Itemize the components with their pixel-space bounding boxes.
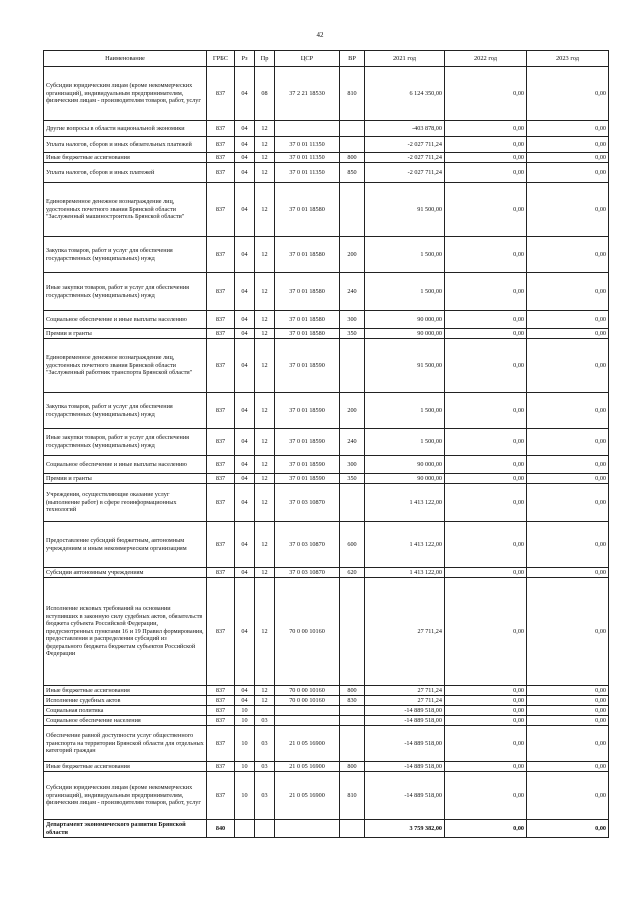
cell-2021: -2 027 711,24	[365, 153, 445, 163]
cell-csr: 37 0 01 18580	[275, 183, 340, 237]
cell-pr: 12	[255, 522, 275, 568]
cell-2022: 0,00	[445, 237, 527, 273]
column-header: Рз	[235, 51, 255, 67]
cell-grbs: 837	[207, 121, 235, 137]
table-row	[44, 686, 609, 696]
row-name: Премии и гранты	[44, 474, 207, 484]
cell-2021: 90 000,00	[365, 329, 445, 339]
row-name: Закупка товаров, работ и услуг для обеспечения государственных (муниципальных) нужд	[44, 393, 207, 429]
row-name: Премии и гранты	[44, 329, 207, 339]
cell-2023: 0,00	[527, 820, 609, 838]
cell-grbs: 837	[207, 329, 235, 339]
cell-pr: 12	[255, 153, 275, 163]
cell-vr: 300	[340, 311, 365, 329]
row-name: Иные бюджетные ассигнования	[44, 762, 207, 772]
cell-csr: 37 0 01 11350	[275, 163, 340, 183]
cell-2022: 0,00	[445, 578, 527, 686]
cell-grbs: 837	[207, 456, 235, 474]
cell-csr: 37 0 01 11350	[275, 153, 340, 163]
cell-vr: 200	[340, 393, 365, 429]
cell-2021: 1 500,00	[365, 429, 445, 456]
table-row	[44, 329, 609, 339]
cell-2022: 0,00	[445, 568, 527, 578]
cell-pr: 08	[255, 67, 275, 121]
cell-rz: 04	[235, 311, 255, 329]
cell-2021: 1 500,00	[365, 393, 445, 429]
table-body	[44, 67, 609, 838]
cell-vr	[340, 716, 365, 726]
cell-2023: 0,00	[527, 522, 609, 568]
cell-vr: 810	[340, 772, 365, 820]
cell-2021: 90 000,00	[365, 311, 445, 329]
cell-2023: 0,00	[527, 183, 609, 237]
cell-csr: 70 0 00 10160	[275, 686, 340, 696]
cell-vr	[340, 484, 365, 522]
cell-vr: 800	[340, 686, 365, 696]
cell-csr: 21 0 05 16900	[275, 762, 340, 772]
cell-vr	[340, 183, 365, 237]
cell-csr: 21 0 05 16900	[275, 726, 340, 762]
cell-csr: 37 0 03 10870	[275, 522, 340, 568]
cell-2021: -2 027 711,24	[365, 137, 445, 153]
cell-grbs: 837	[207, 686, 235, 696]
cell-2021: 27 711,24	[365, 578, 445, 686]
cell-2022: 0,00	[445, 820, 527, 838]
cell-grbs: 837	[207, 772, 235, 820]
cell-grbs: 837	[207, 273, 235, 311]
cell-pr: 03	[255, 772, 275, 820]
cell-2023: 0,00	[527, 67, 609, 121]
cell-pr: 12	[255, 686, 275, 696]
row-name: Предоставление субсидий бюджетным, автономным учреждениям и иным некоммерческим организациям	[44, 522, 207, 568]
cell-vr: 600	[340, 522, 365, 568]
cell-pr: 12	[255, 237, 275, 273]
table-row	[44, 183, 609, 237]
cell-2022: 0,00	[445, 696, 527, 706]
cell-vr: 810	[340, 67, 365, 121]
table-row	[44, 578, 609, 686]
cell-grbs: 837	[207, 429, 235, 456]
cell-grbs: 837	[207, 183, 235, 237]
table-row	[44, 726, 609, 762]
cell-2022: 0,00	[445, 762, 527, 772]
cell-csr: 37 0 01 18580	[275, 329, 340, 339]
cell-2023: 0,00	[527, 339, 609, 393]
cell-2021: -2 027 711,24	[365, 163, 445, 183]
cell-2023: 0,00	[527, 726, 609, 762]
cell-grbs: 837	[207, 339, 235, 393]
cell-csr: 37 0 01 18580	[275, 311, 340, 329]
cell-vr: 800	[340, 153, 365, 163]
cell-2023: 0,00	[527, 163, 609, 183]
cell-2021: 1 413 122,00	[365, 484, 445, 522]
row-name: Иные закупки товаров, работ и услуг для обеспечения государственных (муниципальных) нужд	[44, 273, 207, 311]
cell-grbs: 837	[207, 716, 235, 726]
cell-grbs: 837	[207, 726, 235, 762]
table-row	[44, 762, 609, 772]
cell-pr: 03	[255, 762, 275, 772]
cell-rz: 04	[235, 696, 255, 706]
cell-2021: 3 759 382,00	[365, 820, 445, 838]
cell-2021: -14 889 518,00	[365, 762, 445, 772]
table-row	[44, 273, 609, 311]
cell-grbs: 837	[207, 484, 235, 522]
cell-2023: 0,00	[527, 429, 609, 456]
cell-pr: 12	[255, 393, 275, 429]
cell-rz: 04	[235, 474, 255, 484]
cell-grbs: 837	[207, 762, 235, 772]
cell-2021: 27 711,24	[365, 696, 445, 706]
cell-2022: 0,00	[445, 121, 527, 137]
column-header: ВР	[340, 51, 365, 67]
row-name: Единовременное денежное вознаграждение лиц, удостоенных почетного звания Брянской области "Заслуженный работник транспорта Брянской области"	[44, 339, 207, 393]
cell-grbs: 837	[207, 474, 235, 484]
cell-2023: 0,00	[527, 153, 609, 163]
page-number: 42	[316, 31, 324, 39]
cell-pr	[255, 820, 275, 838]
cell-2023: 0,00	[527, 311, 609, 329]
cell-2023: 0,00	[527, 393, 609, 429]
cell-rz: 04	[235, 67, 255, 121]
row-name: Исполнение судебных актов	[44, 696, 207, 706]
column-header: 2022 год	[445, 51, 527, 67]
cell-2022: 0,00	[445, 67, 527, 121]
cell-csr	[275, 716, 340, 726]
cell-rz: 04	[235, 522, 255, 568]
cell-2022: 0,00	[445, 429, 527, 456]
cell-2022: 0,00	[445, 706, 527, 716]
row-name: Иные закупки товаров, работ и услуг для обеспечения государственных (муниципальных) нужд	[44, 429, 207, 456]
cell-grbs: 837	[207, 696, 235, 706]
cell-pr: 12	[255, 456, 275, 474]
row-name: Социальная политика	[44, 706, 207, 716]
cell-2021: 91 500,00	[365, 183, 445, 237]
cell-2021: -403 878,00	[365, 121, 445, 137]
cell-2022: 0,00	[445, 163, 527, 183]
cell-2022: 0,00	[445, 339, 527, 393]
table-row	[44, 137, 609, 153]
column-header: Наименование	[44, 51, 207, 67]
table-row	[44, 121, 609, 137]
cell-grbs: 837	[207, 237, 235, 273]
cell-vr: 350	[340, 329, 365, 339]
cell-2022: 0,00	[445, 311, 527, 329]
cell-rz: 04	[235, 121, 255, 137]
cell-2023: 0,00	[527, 237, 609, 273]
row-name: Социальное обеспечение населения	[44, 716, 207, 726]
cell-pr: 12	[255, 578, 275, 686]
cell-vr	[340, 726, 365, 762]
table-row	[44, 772, 609, 820]
row-name: Департамент экономического развития Брянской области	[44, 820, 207, 838]
cell-grbs: 837	[207, 578, 235, 686]
cell-2022: 0,00	[445, 772, 527, 820]
cell-pr: 12	[255, 696, 275, 706]
cell-2023: 0,00	[527, 456, 609, 474]
cell-pr: 12	[255, 484, 275, 522]
cell-rz: 04	[235, 429, 255, 456]
cell-vr: 240	[340, 273, 365, 311]
cell-2022: 0,00	[445, 726, 527, 762]
cell-2023: 0,00	[527, 772, 609, 820]
row-name: Исполнение исковых требований на основании вступивших в законную силу судебных актов, обязательств бюджета субъекта Российской Федерации, предусмотренных пунктами 16 и 19 Правил формирования, предоставления и распределения субсидий из федерального бюджета бюджетам субъектов Российской Федерации	[44, 578, 207, 686]
cell-grbs: 837	[207, 153, 235, 163]
cell-2021: -14 889 518,00	[365, 706, 445, 716]
cell-csr: 37 0 03 10870	[275, 484, 340, 522]
row-name: Иные бюджетные ассигнования	[44, 153, 207, 163]
table-row	[44, 67, 609, 121]
cell-csr: 37 0 01 18590	[275, 474, 340, 484]
cell-2021: -14 889 518,00	[365, 726, 445, 762]
cell-rz: 04	[235, 237, 255, 273]
cell-csr: 21 0 05 16900	[275, 772, 340, 820]
cell-rz: 04	[235, 339, 255, 393]
cell-pr: 12	[255, 339, 275, 393]
table-row	[44, 716, 609, 726]
cell-vr	[340, 339, 365, 393]
row-name: Другие вопросы в области национальной экономики	[44, 121, 207, 137]
cell-rz: 04	[235, 393, 255, 429]
cell-grbs: 837	[207, 311, 235, 329]
cell-rz: 04	[235, 686, 255, 696]
cell-2022: 0,00	[445, 153, 527, 163]
table-row	[44, 474, 609, 484]
table-row	[44, 339, 609, 393]
row-name: Субсидии юридическим лицам (кроме некоммерческих организаций), индивидуальным предпринимателям, физическим лицам - производителям товаров, работ, услуг	[44, 67, 207, 121]
table-row	[44, 568, 609, 578]
cell-vr: 850	[340, 163, 365, 183]
cell-2023: 0,00	[527, 137, 609, 153]
cell-grbs: 837	[207, 393, 235, 429]
cell-2021: 1 500,00	[365, 273, 445, 311]
cell-grbs: 837	[207, 522, 235, 568]
cell-csr: 37 0 01 11350	[275, 137, 340, 153]
cell-2021: 1 413 122,00	[365, 568, 445, 578]
cell-2022: 0,00	[445, 456, 527, 474]
cell-csr: 37 0 03 10870	[275, 568, 340, 578]
cell-csr	[275, 706, 340, 716]
row-name: Учреждения, осуществляющие оказание услуг (выполнение работ) в сфере геоинформационных технологий	[44, 484, 207, 522]
table-row	[44, 696, 609, 706]
cell-2022: 0,00	[445, 522, 527, 568]
cell-vr	[340, 121, 365, 137]
cell-csr: 70 0 00 10160	[275, 578, 340, 686]
cell-rz: 10	[235, 762, 255, 772]
table-row	[44, 163, 609, 183]
cell-csr: 70 0 00 10160	[275, 696, 340, 706]
cell-vr	[340, 137, 365, 153]
table-row	[44, 237, 609, 273]
cell-vr	[340, 578, 365, 686]
cell-2021: -14 889 518,00	[365, 772, 445, 820]
table-row	[44, 429, 609, 456]
cell-rz: 04	[235, 578, 255, 686]
table-row	[44, 484, 609, 522]
cell-grbs: 837	[207, 137, 235, 153]
cell-2021: 90 000,00	[365, 456, 445, 474]
row-name: Иные бюджетные ассигнования	[44, 686, 207, 696]
cell-rz: 10	[235, 706, 255, 716]
cell-rz: 04	[235, 183, 255, 237]
cell-pr: 12	[255, 137, 275, 153]
cell-rz	[235, 820, 255, 838]
cell-2023: 0,00	[527, 578, 609, 686]
cell-vr	[340, 706, 365, 716]
column-header: 2023 год	[527, 51, 609, 67]
cell-pr: 12	[255, 568, 275, 578]
cell-2023: 0,00	[527, 329, 609, 339]
cell-vr: 830	[340, 696, 365, 706]
cell-csr: 37 2 21 18530	[275, 67, 340, 121]
column-header: Пр	[255, 51, 275, 67]
cell-2022: 0,00	[445, 716, 527, 726]
cell-vr: 620	[340, 568, 365, 578]
row-name: Закупка товаров, работ и услуг для обеспечения государственных (муниципальных) нужд	[44, 237, 207, 273]
cell-rz: 04	[235, 137, 255, 153]
cell-2023: 0,00	[527, 762, 609, 772]
cell-rz: 04	[235, 273, 255, 311]
row-name: Социальное обеспечение и иные выплаты населению	[44, 311, 207, 329]
cell-vr: 300	[340, 456, 365, 474]
cell-2021: -14 889 518,00	[365, 716, 445, 726]
cell-2022: 0,00	[445, 137, 527, 153]
cell-pr: 12	[255, 121, 275, 137]
cell-2022: 0,00	[445, 484, 527, 522]
cell-2023: 0,00	[527, 686, 609, 696]
cell-grbs: 837	[207, 67, 235, 121]
cell-pr: 03	[255, 716, 275, 726]
cell-grbs: 840	[207, 820, 235, 838]
cell-2023: 0,00	[527, 474, 609, 484]
cell-pr: 12	[255, 273, 275, 311]
cell-csr	[275, 820, 340, 838]
table-row	[44, 456, 609, 474]
cell-2022: 0,00	[445, 183, 527, 237]
table-row	[44, 393, 609, 429]
column-header: 2021 год	[365, 51, 445, 67]
cell-2022: 0,00	[445, 329, 527, 339]
table-row	[44, 820, 609, 838]
cell-pr: 12	[255, 163, 275, 183]
cell-rz: 10	[235, 716, 255, 726]
cell-2021: 91 500,00	[365, 339, 445, 393]
cell-vr	[340, 820, 365, 838]
cell-2023: 0,00	[527, 273, 609, 311]
cell-rz: 04	[235, 329, 255, 339]
cell-csr: 37 0 01 18590	[275, 456, 340, 474]
cell-2022: 0,00	[445, 393, 527, 429]
budget-table	[43, 50, 609, 838]
cell-2021: 1 413 122,00	[365, 522, 445, 568]
column-header: ГРБС	[207, 51, 235, 67]
table-row	[44, 706, 609, 716]
cell-grbs: 837	[207, 568, 235, 578]
cell-grbs: 837	[207, 706, 235, 716]
cell-rz: 04	[235, 163, 255, 183]
cell-csr	[275, 121, 340, 137]
cell-pr: 12	[255, 474, 275, 484]
table-row	[44, 153, 609, 163]
cell-vr: 200	[340, 237, 365, 273]
cell-2022: 0,00	[445, 474, 527, 484]
cell-pr: 12	[255, 183, 275, 237]
row-name: Социальное обеспечение и иные выплаты населению	[44, 456, 207, 474]
table-row	[44, 311, 609, 329]
cell-csr: 37 0 01 18580	[275, 237, 340, 273]
cell-2022: 0,00	[445, 686, 527, 696]
cell-csr: 37 0 01 18590	[275, 339, 340, 393]
cell-2021: 6 124 350,00	[365, 67, 445, 121]
cell-rz: 04	[235, 484, 255, 522]
cell-2023: 0,00	[527, 706, 609, 716]
column-header: ЦСР	[275, 51, 340, 67]
row-name: Обеспечение равной доступности услуг общественного транспорта на территории Брянской области для отдельных категорий граждан	[44, 726, 207, 762]
cell-2021: 90 000,00	[365, 474, 445, 484]
cell-2022: 0,00	[445, 273, 527, 311]
row-name: Единовременное денежное вознаграждение лиц, удостоенных почетного звания Брянской области "Заслуженный машиностроитель Брянской области"	[44, 183, 207, 237]
cell-rz: 04	[235, 153, 255, 163]
cell-vr: 350	[340, 474, 365, 484]
cell-pr: 12	[255, 429, 275, 456]
cell-rz: 10	[235, 726, 255, 762]
cell-rz: 04	[235, 456, 255, 474]
cell-csr: 37 0 01 18590	[275, 393, 340, 429]
cell-pr: 03	[255, 726, 275, 762]
cell-pr: 12	[255, 329, 275, 339]
cell-pr	[255, 706, 275, 716]
cell-pr: 12	[255, 311, 275, 329]
cell-2023: 0,00	[527, 121, 609, 137]
cell-csr: 37 0 01 18580	[275, 273, 340, 311]
row-name: Уплата налогов, сборов и иных обязательных платежей	[44, 137, 207, 153]
cell-2023: 0,00	[527, 716, 609, 726]
cell-rz: 10	[235, 772, 255, 820]
row-name: Субсидии юридическим лицам (кроме некоммерческих организаций), индивидуальным предпринимателям, физическим лицам - производителям товаров, работ, услуг	[44, 772, 207, 820]
cell-vr: 240	[340, 429, 365, 456]
cell-rz: 04	[235, 568, 255, 578]
cell-2023: 0,00	[527, 696, 609, 706]
cell-2021: 27 711,24	[365, 686, 445, 696]
row-name: Уплата налогов, сборов и иных платежей	[44, 163, 207, 183]
row-name: Субсидии автономным учреждениям	[44, 568, 207, 578]
cell-2023: 0,00	[527, 568, 609, 578]
cell-csr: 37 0 01 18590	[275, 429, 340, 456]
cell-grbs: 837	[207, 163, 235, 183]
table-row	[44, 522, 609, 568]
cell-2023: 0,00	[527, 484, 609, 522]
table-header-row	[44, 51, 609, 67]
cell-vr: 800	[340, 762, 365, 772]
cell-2021: 1 500,00	[365, 237, 445, 273]
